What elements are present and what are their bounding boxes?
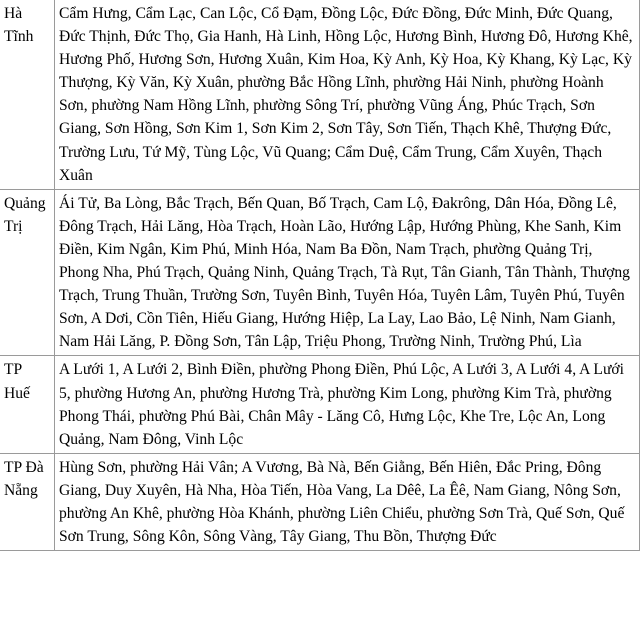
communes-cell-hue: A Lưới 1, A Lưới 2, Bình Điền, phường Phong Điền, Phú Lộc, A Lưới 3, A Lưới 4, A Lưới 5, phường Hương An, phường Hương Trà, phường Kim Long, phường Kim Trà, phường Phong Thái, phường Phú Bài, Chân Mây - Lăng Cô, Hưng Lộc, Khe Tre, Lộc An, Long Quảng, Nam Đông, Vinh Lộc (55, 356, 640, 453)
table-row (0, 356, 640, 453)
table-row (0, 453, 640, 550)
province-cell-quang-tri: Quảng Trị (0, 189, 55, 356)
communes-cell-ha-tinh: Cẩm Hưng, Cẩm Lạc, Can Lộc, Cổ Đạm, Đồng Lộc, Đức Đồng, Đức Minh, Đức Quang, Đức Thịnh, Đức Thọ, Gia Hanh, Hà Linh, Hồng Lộc, Hương Bình, Hương Đô, Hương Khê, Hương Phố, Hương Sơn, Hương Xuân, Kim Hoa, Kỳ Anh, Kỳ Hoa, Kỳ Khang, Kỳ Lạc, Kỳ Thượng, Kỳ Văn, Kỳ Xuân, phường Bắc Hồng Lĩnh, phường Hải Ninh, phường Hoành Sơn, phường Nam Hồng Lĩnh, phường Sông Trí, phường Vũng Áng, Phúc Trạch, Sơn Giang, Sơn Hồng, Sơn Kim 1, Sơn Kim 2, Sơn Tây, Sơn Tiến, Thạch Khê, Thượng Đức, Trường Lưu, Tứ Mỹ, Tùng Lộc, Vũ Quang; Cẩm Duệ, Cẩm Trung, Cẩm Xuyên, Thạch Xuân (55, 0, 640, 189)
province-cell-hue: TP Huế (0, 356, 55, 453)
communes-cell-da-nang: Hùng Sơn, phường Hải Vân; A Vương, Bà Nà, Bến Giằng, Bến Hiên, Đắc Pring, Đông Giang, Duy Xuyên, Hà Nha, Hòa Tiến, Hòa Vang, La Dêê, La Êê, Nam Giang, Nông Sơn, phường An Khê, phường Hòa Khánh, phường Liên Chiểu, phường Sơn Trà, Quế Sơn, Quế Sơn Trung, Sông Kôn, Sông Vàng, Tây Giang, Thu Bồn, Thượng Đức (55, 453, 640, 550)
province-cell-da-nang: TP Đà Nẵng (0, 453, 55, 550)
table-row (0, 0, 640, 189)
communes-cell-quang-tri: Ái Tử, Ba Lòng, Bắc Trạch, Bến Quan, Bố Trạch, Cam Lộ, Đakrông, Dân Hóa, Đồng Lê, Đông Trạch, Hải Lăng, Hòa Trạch, Hoàn Lão, Hướng Lập, Hướng Phùng, Khe Sanh, Kim Điền, Kim Ngân, Kim Phú, Minh Hóa, Nam Ba Đồn, Nam Trạch, phường Quảng Trị, Phong Nha, Phú Trạch, Quảng Ninh, Quảng Trạch, Tà Rụt, Tân Gianh, Tân Thành, Thượng Trạch, Trung Thuần, Trường Sơn, Tuyên Bình, Tuyên Hóa, Tuyên Lâm, Tuyên Phú, Tuyên Sơn, A Dơi, Cồn Tiên, Hiếu Giang, Hướng Hiệp, La Lay, Lao Bảo, Lệ Ninh, Nam Gianh, Nam Hải Lăng, P. Đồng Sơn, Tân Lập, Triệu Phong, Trường Ninh, Trường Phú, Lìa (55, 189, 640, 356)
province-cell-ha-tinh: Hà Tĩnh (0, 0, 55, 189)
table-row (0, 189, 640, 356)
